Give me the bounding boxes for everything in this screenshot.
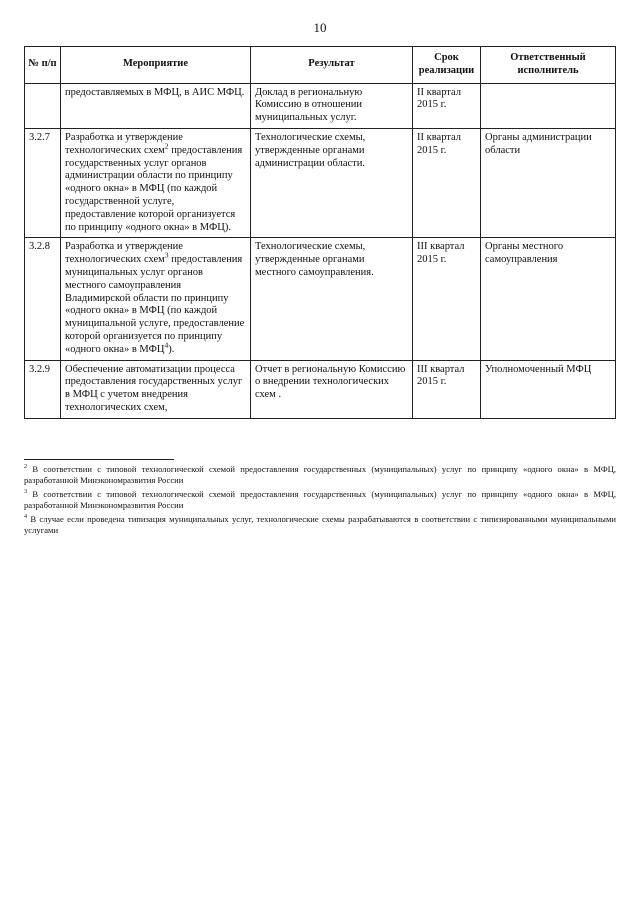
event-text: Разработка и утверждение технологических схем [65, 241, 183, 266]
row-term: III квартал 2015 г. [413, 238, 481, 360]
row-event: предоставляемых в МФЦ, в АИС МФЦ. [61, 83, 251, 128]
row-term: II квартал 2015 г. [413, 128, 481, 237]
row-term: II квартал 2015 г. [413, 83, 481, 128]
header-num: № п/п [25, 47, 61, 84]
row-executor: Органы администрации области [481, 128, 616, 237]
footnote [24, 514, 616, 536]
header-result: Результат [251, 47, 413, 84]
event-text: Разработка и утверждение технологических схем [65, 131, 183, 156]
row-num: 3.2.9 [25, 360, 61, 418]
row-term: III квартал 2015 г. [413, 360, 481, 418]
footnote-text: В соответствии с типовой технологической схемой предоставления государственных (муниципальных) услуг по принципу «одного окна» в МФЦ, разработанной Минэкономразвития России [24, 463, 616, 485]
footnote-mark: 3 [24, 487, 28, 495]
table-header-row [25, 47, 616, 84]
row-result: Технологические схемы, утвержденные органами местного самоуправления. [251, 238, 413, 360]
table-row [25, 360, 616, 418]
row-event [61, 238, 251, 360]
footnote-text: В соответствии с типовой технологической схемой предоставления государственных (муниципальных) услуг по принципу «одного окна» в МФЦ, разработанной Минэкономразвития России [24, 488, 616, 510]
footnote-mark: 2 [24, 462, 28, 470]
page-number: 10 [313, 20, 327, 35]
row-executor [481, 83, 616, 128]
row-result: Доклад в региональную Комиссию в отношении муниципальных услуг. [251, 83, 413, 128]
footnote-mark: 4 [24, 512, 28, 520]
row-event: Обеспечение автоматизации процесса предоставления государственных услуг в МФЦ с учетом внедрения технологических схем, [61, 360, 251, 418]
header-executor: Ответственный исполнитель [481, 47, 616, 84]
footnote-ref: 2 [164, 141, 169, 151]
footnote-text: В случае если проведена типизация муниципальных услуг, технологические схемы разрабатываются в соответствии с типизированными муниципальными услугами [24, 513, 616, 535]
row-num: 3.2.7 [25, 128, 61, 237]
event-text-rest: предоставления муниципальных услуг органов местного самоуправления Владимирской области по принципу «одного окна» в МФЦ (по каждой муниципальной услуге, предоставление которой организуется по принципу «одного окна» в МФЦ [65, 254, 245, 355]
table-row [25, 83, 616, 128]
footnotes [24, 459, 616, 536]
footnote-ref: 4 [164, 340, 169, 350]
row-event [61, 128, 251, 237]
header-event: Мероприятие [61, 47, 251, 84]
footnote-divider [24, 459, 174, 460]
row-executor: Органы местного самоуправления [481, 238, 616, 360]
footnote [24, 464, 616, 486]
event-text-end: ). [168, 343, 175, 355]
table-row [25, 238, 616, 360]
row-executor: Уполномоченный МФЦ [481, 360, 616, 418]
row-result: Отчет в региональную Комиссию о внедрении технологических схем . [251, 360, 413, 418]
row-result: Технологические схемы, утвержденные органами администрации области. [251, 128, 413, 237]
row-num [25, 83, 61, 128]
footnote-ref: 3 [164, 250, 169, 260]
header-term: Срок реализации [413, 47, 481, 84]
footnote [24, 489, 616, 511]
event-text-rest: предоставления государственных услуг органов администрации области по принципу «одного окна» в МФЦ (по каждой государственной услуге, предоставление которой организуется по принципу «одного окна» в МФЦ). [65, 144, 243, 233]
table-row [25, 128, 616, 237]
action-plan-table [24, 46, 616, 419]
row-num: 3.2.8 [25, 238, 61, 360]
